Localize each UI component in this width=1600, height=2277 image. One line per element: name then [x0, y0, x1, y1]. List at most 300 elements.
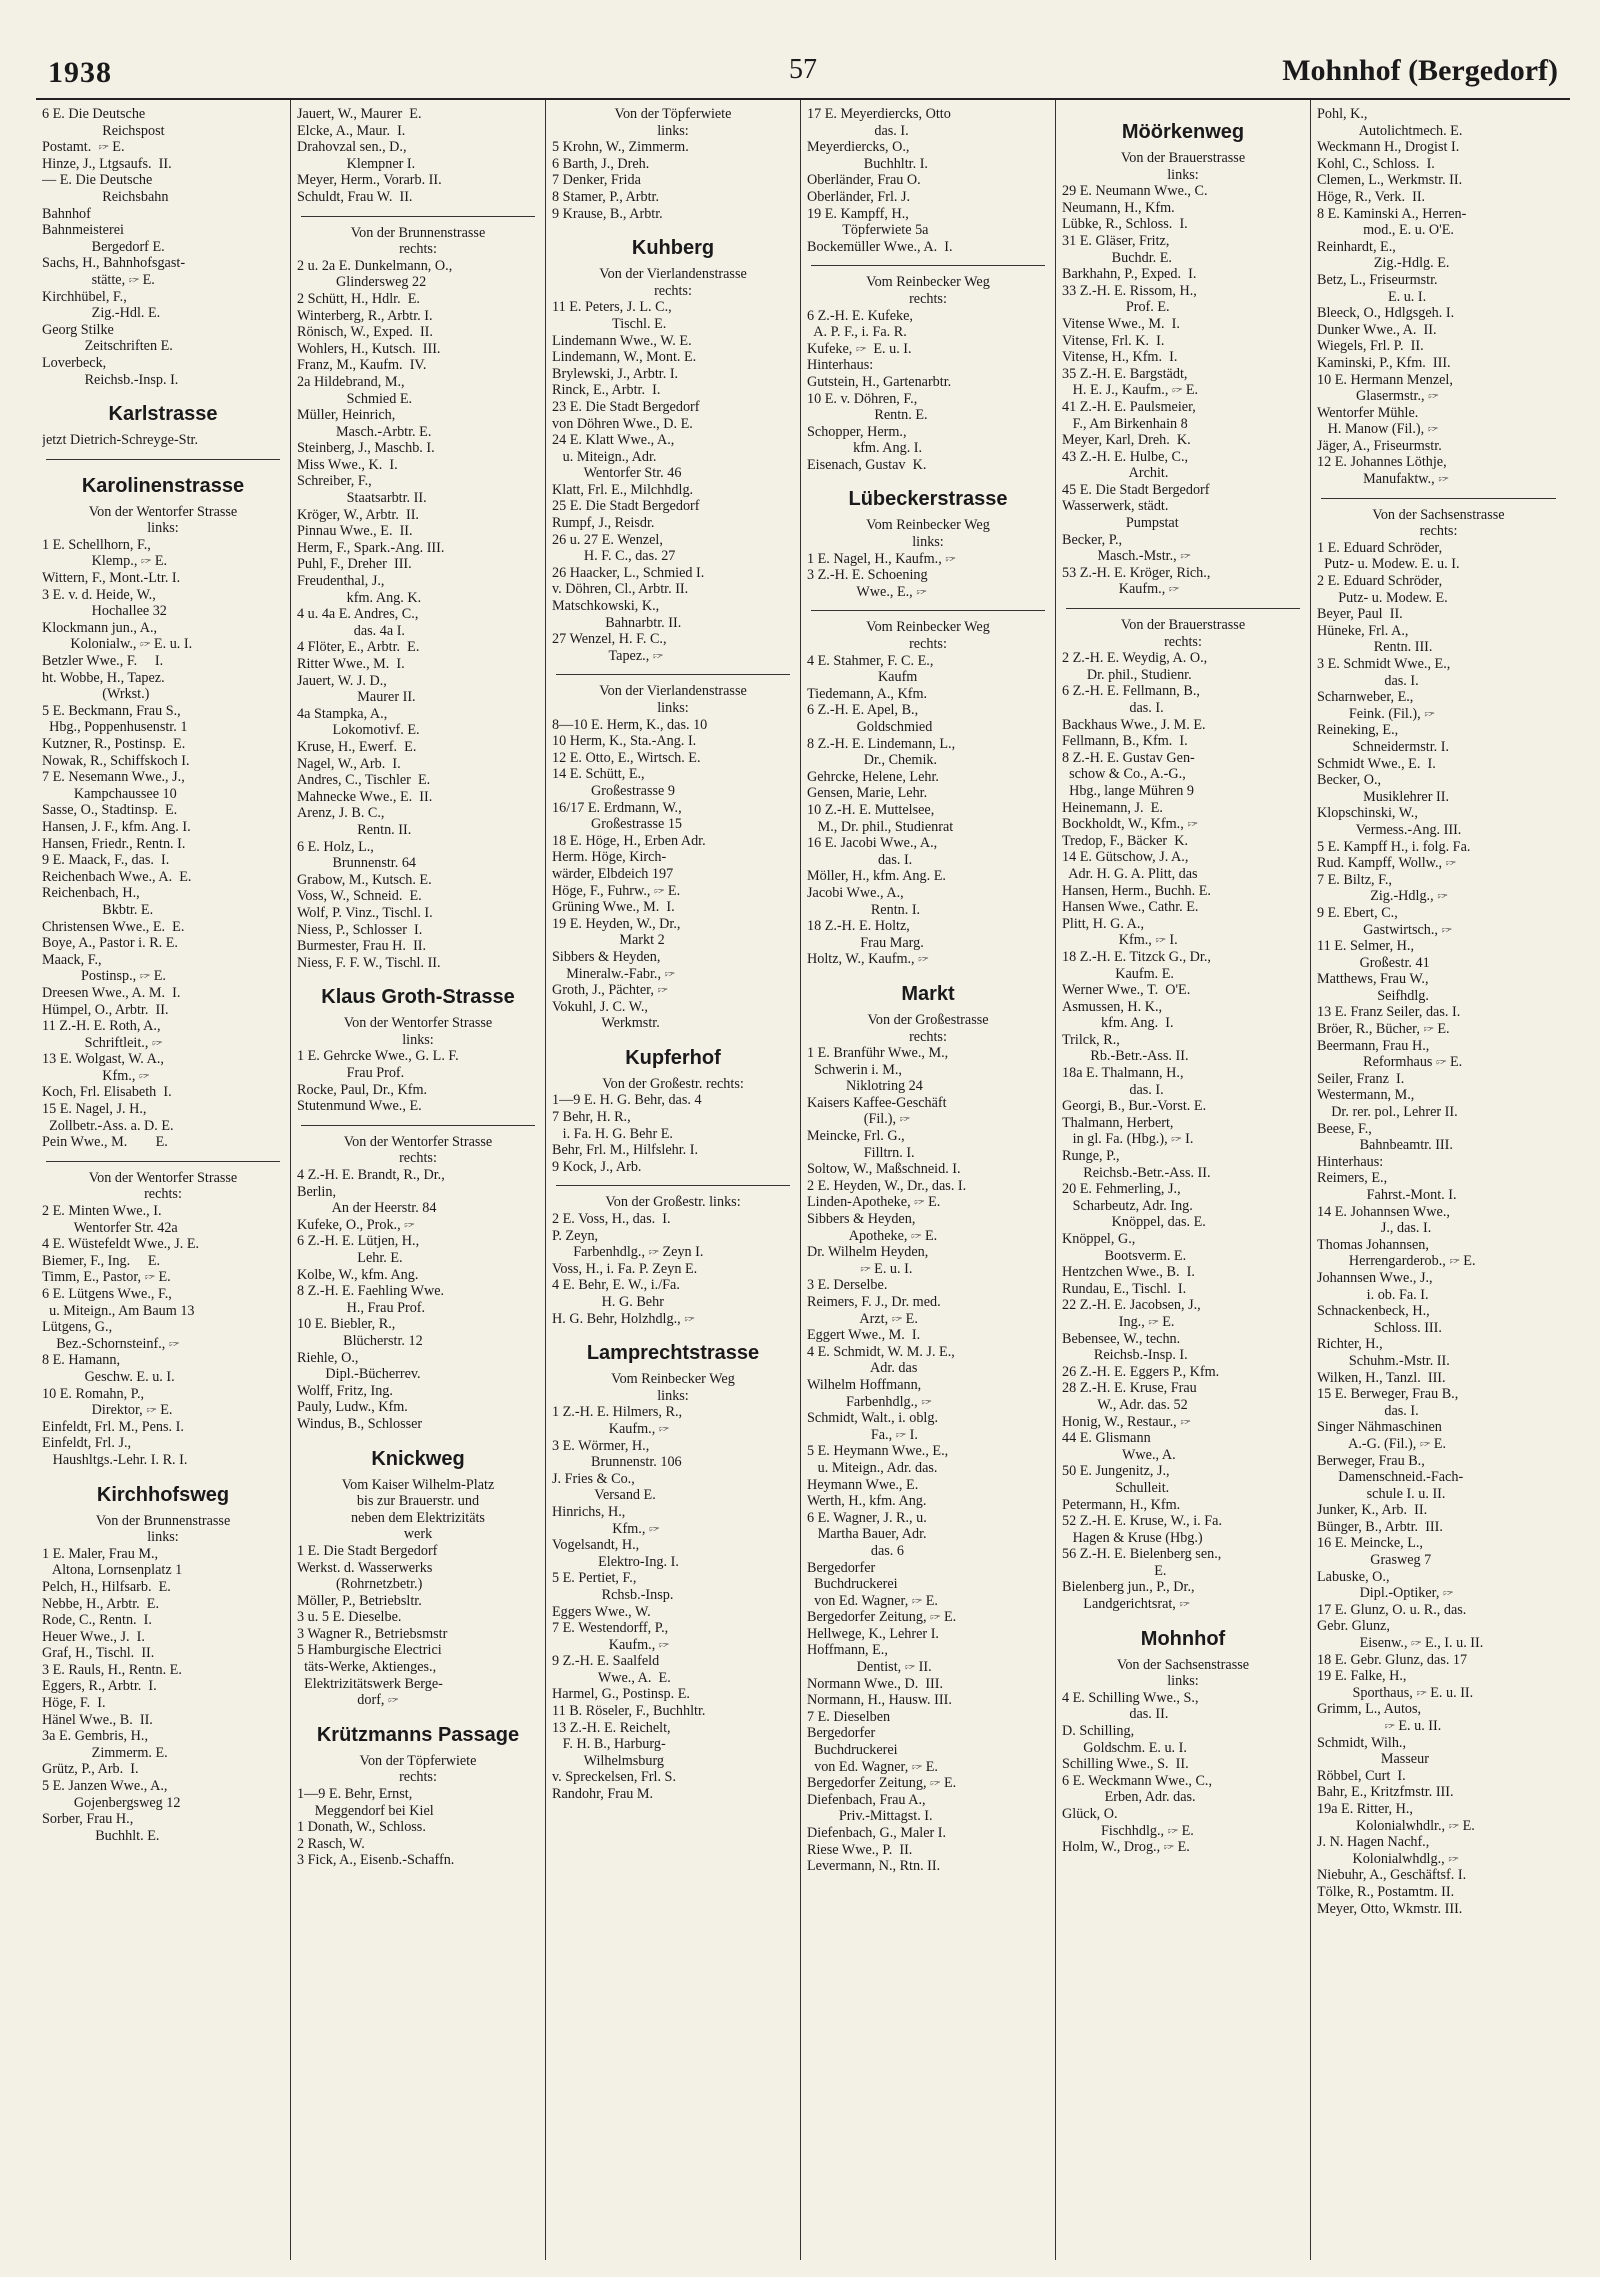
- entry-line: Adr. das: [807, 1360, 918, 1377]
- entry-line: Meyer, Herm., Vorarb. II.: [297, 172, 442, 189]
- entry-line: Richter, H.,: [1317, 1336, 1383, 1353]
- entry-line: Niess, F. F. W., Tischl. II.: [297, 954, 441, 971]
- section-divider: [556, 1185, 790, 1186]
- entry-line: 11 E. Peters, J. L. C.,: [552, 299, 672, 316]
- entry-line: Bröer, R., Bücher, 🖙 E.: [1317, 1021, 1450, 1038]
- entry-line: Schreiber, F.,: [297, 473, 372, 490]
- entry-line: Kfm., 🖙 I.: [1062, 932, 1178, 949]
- entry-line: 1 E. Gehrcke Wwe., G. L. F.: [297, 1048, 459, 1065]
- entry-line: Hbg., Poppenhusenstr. 1: [42, 719, 188, 736]
- entry-line: 10 E. v. Döhren, F.,: [807, 390, 918, 407]
- entry-line: Schwerin i. M.,: [807, 1061, 902, 1078]
- direction-note: links:: [147, 520, 179, 537]
- entry-line: Rentn. I.: [807, 901, 921, 918]
- entry-line: Buchdruckerei: [807, 1742, 898, 1759]
- entry-line: Boye, A., Pastor i. R. E.: [42, 935, 178, 952]
- entry-line: F., Am Birkenhain 8: [1062, 415, 1188, 432]
- entry-line: Pinnau Wwe., E. II.: [297, 523, 413, 540]
- entry-line: Hinrichs, H.,: [552, 1503, 626, 1520]
- entry-line: D. Schilling,: [1062, 1723, 1135, 1740]
- entry-line: kfm. Ang. K.: [297, 589, 422, 606]
- entry-line: Neumann, H., Kfm.: [1062, 199, 1175, 216]
- entry-line: Bahr, E., Kritzfmstr. III.: [1317, 1784, 1454, 1801]
- entry-line: Groth, J., Pächter, 🖙: [552, 982, 668, 999]
- entry-line: u. Miteign., Adr. das.: [807, 1459, 938, 1476]
- entry-line: Frau Prof.: [297, 1065, 405, 1082]
- entry-line: 4 E. Schmidt, W. M. J. E.,: [807, 1343, 955, 1360]
- entry-line: Kolonialwhdlg., 🖙: [1317, 1850, 1459, 1867]
- entry-line: Tiedemann, A., Kfm.: [807, 685, 928, 702]
- entry-line: Hüneke, Frl. A.,: [1317, 622, 1409, 639]
- direction-note: rechts:: [399, 241, 437, 258]
- entry-line: (Fil.), 🖙: [807, 1111, 911, 1128]
- entry-line: 5 E. Kampff H., i. folg. Fa.: [1317, 838, 1471, 855]
- entry-line: Niebuhr, A., Geschäftsf. I.: [1317, 1867, 1467, 1884]
- entry-line: 26 u. 27 E. Wenzel,: [552, 531, 663, 548]
- entry-line: A.-G. (Fil.), 🖙 E.: [1317, 1435, 1447, 1452]
- entry-line: Elektro-Ing. I.: [552, 1553, 679, 1570]
- section-divider: [301, 216, 535, 217]
- entry-line: 6 E. Lütgens Wwe., F.,: [42, 1286, 172, 1302]
- entry-line: Hänel Wwe., B. II.: [42, 1711, 153, 1728]
- entry-line: 9 E. Maack, F., das. I.: [42, 852, 170, 869]
- entry-line: 18a E. Thalmann, H.,: [1062, 1065, 1184, 1082]
- entry-line: Reinhardt, E.,: [1317, 238, 1396, 255]
- entry-line: Wilken, H., Tanzl. III.: [1317, 1369, 1446, 1386]
- entry-line: H. G. Behr: [552, 1294, 664, 1310]
- entry-line: Wilhelmsburg: [552, 1752, 665, 1769]
- entry-line: Glasermstr., 🖙: [1317, 388, 1439, 405]
- entry-line: Labuske, O.,: [1317, 1568, 1390, 1585]
- entry-line: Ing., 🖙 E.: [1062, 1313, 1175, 1330]
- street-heading: Kupferhof: [625, 1046, 721, 1069]
- entry-line: H. G. Behr, Holzhdlg., 🖙: [552, 1310, 695, 1327]
- entry-line: Klockmann jun., A.,: [42, 619, 158, 636]
- entry-line: kfm. Ang. I.: [807, 440, 923, 457]
- entry-line: Bergedorfer: [807, 1725, 876, 1742]
- entry-line: Kolonialw., 🖙 E. u. I.: [42, 636, 193, 653]
- entry-line: 11 E. Selmer, H.,: [1317, 938, 1415, 955]
- direction-note: Von der Großestr. links:: [605, 1194, 741, 1211]
- entry-line: Ritter Wwe., M. I.: [297, 656, 405, 672]
- entry-line: Vokuhl, J. C. W.,: [552, 998, 648, 1015]
- entry-line: 4 Z.-H. E. Brandt, R., Dr.,: [297, 1167, 445, 1184]
- entry-line: Matschkowski, K.,: [552, 598, 660, 615]
- entry-line: jetzt Dietrich-Schreyge-Str.: [42, 432, 199, 449]
- entry-line: Eggers, R., Arbtr. I.: [42, 1678, 157, 1695]
- entry-line: Geschw. E. u. I.: [42, 1368, 175, 1385]
- entry-line: Lokomotivf. E.: [297, 722, 420, 739]
- entry-line: Rud. Kampff, Wollw., 🖙: [1317, 855, 1457, 872]
- entry-line: 2 E. Minten Wwe., I.: [42, 1203, 162, 1220]
- entry-line: Rumpf, J., Reisdr.: [552, 515, 655, 532]
- entry-line: Zollbetr.-Ass. a. D. E.: [42, 1117, 174, 1134]
- entry-line: H., Frau Prof.: [297, 1299, 426, 1316]
- entry-line: Beermann, Frau H.,: [1317, 1037, 1430, 1054]
- entry-line: J. N. Hagen Nachf.,: [1317, 1834, 1430, 1851]
- entry-line: 19 E. Kampff, H.,: [807, 205, 909, 222]
- entry-line: Biemer, F., Ing. E.: [42, 1252, 161, 1269]
- direction-note: Von der Wentorfer Strasse: [343, 1133, 493, 1150]
- entry-line: Wentorfer Mühle.: [1317, 404, 1419, 421]
- entry-line: Damenschneid.-Fach-: [1317, 1469, 1464, 1486]
- entry-line: E.: [1062, 1562, 1167, 1579]
- entry-line: Miss Wwe., K. I.: [297, 456, 398, 473]
- entry-line: Berlin,: [297, 1183, 337, 1200]
- entry-line: Vermess.-Ang. III.: [1317, 821, 1462, 838]
- entry-line: Wwe., A. E.: [552, 1669, 671, 1686]
- entry-line: Hochallee 32: [42, 603, 167, 620]
- entry-line: Schuhm.-Mstr. II.: [1317, 1352, 1450, 1369]
- entry-line: Rode, C., Rentn. I.: [42, 1612, 152, 1629]
- entry-line: Martha Bauer, Adr.: [807, 1526, 927, 1543]
- entry-line: Meggendorf bei Kiel: [297, 1802, 434, 1819]
- entry-line: Schopper, Herm.,: [807, 423, 907, 440]
- entry-line: Altona, Lornsenplatz 1: [42, 1562, 183, 1579]
- entry-line: von Döhren Wwe., D. E.: [552, 415, 693, 432]
- entry-line: Mineralw.-Fabr., 🖙: [552, 965, 675, 982]
- entry-line: Voss, W., Schneid. E.: [297, 888, 422, 905]
- entry-line: Röbbel, Curt I.: [1317, 1767, 1406, 1784]
- entry-line: Runge, P.,: [1062, 1148, 1120, 1165]
- entry-line: Honig, W., Restaur., 🖙: [1062, 1413, 1191, 1430]
- entry-line: 18 Z.-H. E. Titzck G., Dr.,: [1062, 948, 1211, 965]
- entry-line: 5 E. Janzen Wwe., A.,: [42, 1778, 168, 1795]
- entry-line: Reimers, F. J., Dr. med.: [807, 1294, 941, 1310]
- section-divider: [556, 674, 790, 675]
- entry-line: das. I.: [1317, 672, 1419, 689]
- entry-line: Reichsb.-Betr.-Ass. II.: [1062, 1164, 1211, 1181]
- entry-line: Jauert, W., Maurer E.: [297, 106, 422, 122]
- entry-line: Hentzchen Wwe., B. I.: [1062, 1264, 1195, 1281]
- direction-note: links:: [912, 534, 944, 551]
- entry-line: Georg Stilke: [42, 321, 114, 338]
- entry-line: P. Zeyn,: [552, 1227, 599, 1244]
- direction-note: Vom Reinbecker Weg: [866, 517, 990, 534]
- entry-line: Putz- u. Modew. E. u. I.: [1317, 556, 1460, 573]
- entry-line: Eggers Wwe., W.: [552, 1603, 651, 1620]
- entry-line: Schmied E.: [297, 390, 413, 407]
- section-divider: [811, 265, 1045, 266]
- entry-line: Kfm., 🖙: [552, 1520, 660, 1537]
- entry-line: 6 Barth, J., Dreh.: [552, 155, 650, 172]
- entry-line: Pumpstat: [1062, 515, 1179, 532]
- entry-line: Heuer Wwe., J. I.: [42, 1628, 145, 1645]
- entry-line: 8 Z.-H. E. Faehling Wwe.: [297, 1283, 445, 1300]
- entry-line: Christensen Wwe., E. E.: [42, 918, 185, 935]
- entry-line: 12 E. Otto, E., Wirtsch. E.: [552, 749, 701, 766]
- entry-line: Schulleit.: [1062, 1479, 1170, 1496]
- entry-line: Heymann Wwe., E.: [807, 1476, 919, 1493]
- entry-line: Drahovzal sen., D.,: [297, 139, 407, 156]
- entry-line: Grabow, M., Kutsch. E.: [297, 871, 432, 888]
- entry-line: Bockholdt, W., Kfm., 🖙: [1062, 816, 1198, 833]
- entry-line: 26 Haacker, L., Schmied I.: [552, 564, 705, 581]
- entry-line: 11 Z.-H. E. Roth, A.,: [42, 1018, 161, 1035]
- entry-line: Lütgens, G.,: [42, 1319, 113, 1336]
- entry-line: Postamt. 🖙 E.: [42, 139, 125, 156]
- entry-line: Klemp., 🖙 E.: [42, 553, 168, 570]
- entry-line: 52 Z.-H. E. Kruse, W., i. Fa.: [1062, 1513, 1222, 1530]
- entry-line: Winterberg, R., Arbtr. I.: [297, 307, 433, 324]
- entry-line: das. II.: [1062, 1706, 1169, 1723]
- entry-line: 2 Z.-H. E. Weydig, A. O.,: [1062, 650, 1208, 667]
- entry-line: Postinsp., 🖙 E.: [42, 968, 166, 985]
- entry-line: Kaufm: [807, 669, 918, 686]
- entry-line: Bahnhof: [42, 205, 91, 222]
- entry-line: Höge, R., Verk. II.: [1317, 188, 1426, 205]
- entry-line: 4a Stampka, A.,: [297, 705, 388, 722]
- section-divider: [46, 459, 280, 460]
- entry-line: Jauert, W. J. D.,: [297, 672, 387, 689]
- entry-line: Zig.-Hdlg., 🖙: [1317, 888, 1448, 905]
- direction-note: Von der Vierlandenstrasse: [599, 683, 747, 700]
- entry-line: Steinberg, J., Maschb. I.: [297, 440, 435, 457]
- direction-note: Von der Brunnenstrasse: [350, 224, 486, 241]
- entry-line: stätte, 🖙 E.: [42, 271, 155, 288]
- entry-line: Kaisers Kaffee-Geschäft: [807, 1094, 947, 1111]
- entry-line: Dentist, 🖙 II.: [807, 1659, 932, 1676]
- entry-line: Kröger, W., Arbtr. II.: [297, 506, 419, 523]
- entry-line: 5 E. Pertiet, F.,: [552, 1570, 637, 1587]
- direction-note: Von der Wentorfer Strasse: [88, 503, 238, 520]
- entry-line: Fahrst.-Mont. I.: [1317, 1187, 1457, 1203]
- entry-line: von Ed. Wagner, 🖙 E.: [807, 1592, 938, 1609]
- direction-note: Von der Sachsenstrasse: [1372, 506, 1505, 523]
- entry-line: Farbenhdlg., 🖙: [807, 1393, 932, 1410]
- entry-line: Beyer, Paul II.: [1317, 606, 1403, 623]
- entry-line: Reineking, E.,: [1317, 722, 1399, 739]
- entry-line: 9 E. Ebert, C.,: [1317, 904, 1398, 921]
- street-heading: Lübeckerstrasse: [848, 488, 1008, 511]
- entry-line: Filltrn. I.: [807, 1144, 915, 1161]
- entry-line: Thalmann, Herbert,: [1062, 1114, 1174, 1131]
- entry-line: Brunnenstr. 64: [297, 855, 417, 872]
- entry-line: 3 E. Wörmer, H.,: [552, 1437, 650, 1454]
- entry-line: Gebr. Glunz,: [1317, 1618, 1390, 1635]
- entry-line: Hansen Wwe., Cathr. E.: [1062, 899, 1199, 916]
- direction-note: Von der Brauerstrasse: [1120, 150, 1246, 166]
- entry-line: 1 E. Schellhorn, F.,: [42, 536, 151, 553]
- entry-line: Rentn. III.: [1317, 639, 1433, 656]
- direction-note: rechts:: [909, 1028, 947, 1045]
- entry-line: schow & Co., A.-G.,: [1062, 766, 1186, 783]
- entry-line: Behr, Frl. M., Hilfslehr. I.: [552, 1142, 699, 1159]
- entry-line: Buchdruckerei: [807, 1576, 898, 1593]
- entry-line: Kolonialwhdlr., 🖙 E.: [1317, 1817, 1475, 1834]
- entry-line: 6 Z.-H. E. Kufeke,: [807, 307, 913, 324]
- direction-note: rechts:: [399, 1150, 437, 1167]
- direction-note: Vom Reinbecker Weg: [866, 619, 990, 636]
- entry-line: Putz- u. Modew. E.: [1317, 589, 1448, 606]
- entry-line: Schloss. III.: [1317, 1319, 1442, 1336]
- entry-line: ht. Wobbe, H., Tapez.: [42, 669, 165, 686]
- entry-line: Singer Nähmaschinen: [1317, 1419, 1442, 1436]
- entry-line: das. I.: [807, 122, 909, 139]
- entry-line: 8 Z.-H. E. Lindemann, L.,: [807, 735, 956, 752]
- entry-line: Direktor, 🖙 E.: [42, 1402, 173, 1419]
- entry-line: Soltow, W., Maßschneid. I.: [807, 1161, 961, 1178]
- entry-line: Bielenberg jun., P., Dr.,: [1062, 1579, 1195, 1596]
- entry-line: 13 Z.-H. E. Reichelt,: [552, 1719, 671, 1736]
- entry-line: Hbg., lange Mühren 9: [1062, 782, 1194, 799]
- entry-line: Jäger, A., Friseurmstr.: [1317, 437, 1442, 454]
- entry-line: Dipl.-Optiker, 🖙: [1317, 1585, 1454, 1602]
- entry-line: das. I.: [807, 851, 913, 868]
- entry-line: Frau Marg.: [807, 934, 924, 951]
- entry-line: Zeitschriften E.: [42, 338, 173, 355]
- direction-note: Vom Reinbecker Weg: [866, 274, 990, 291]
- entry-line: Goldschmied: [807, 719, 933, 735]
- entry-line: Vogelsandt, H.,: [552, 1537, 640, 1554]
- entry-line: Holm, W., Drog., 🖙 E.: [1062, 1839, 1190, 1856]
- direction-note: werk: [403, 1526, 433, 1543]
- entry-line: 9 Krause, B., Arbtr.: [552, 205, 663, 222]
- direction-note: links:: [147, 1529, 179, 1546]
- entry-line: 9 Kock, J., Arb.: [552, 1158, 642, 1175]
- entry-line: 10 Z.-H. E. Muttelsee,: [807, 801, 935, 818]
- entry-line: Grüning Wwe., M. I.: [552, 899, 675, 916]
- entry-line: Bootsverm. E.: [1062, 1247, 1187, 1264]
- entry-line: Reimers, E.,: [1317, 1170, 1388, 1187]
- section-divider: [1066, 608, 1300, 609]
- entry-line: Feink. (Fil.), 🖙: [1317, 705, 1435, 722]
- entry-line: Tapez., 🖙: [552, 647, 664, 664]
- entry-line: Bahnarbtr. II.: [552, 614, 682, 631]
- entry-line: 22 Z.-H. E. Jacobsen, J.,: [1062, 1297, 1201, 1314]
- entry-line: Kufeke, O., Prok., 🖙: [297, 1216, 415, 1233]
- entry-line: Puhl, F., Dreher III.: [297, 556, 412, 573]
- entry-line: Trilck, R.,: [1062, 1031, 1120, 1048]
- entry-line: Kohl, C., Schloss. I.: [1317, 155, 1435, 172]
- entry-line: 1 E. Nagel, H., Kaufm., 🖙: [807, 550, 956, 567]
- entry-line: Sibbers & Heyden,: [807, 1211, 916, 1228]
- entry-line: Oberländer, Frl. J.: [807, 188, 911, 205]
- entry-line: 10 E. Biebler, R.,: [297, 1316, 396, 1333]
- entry-line: Bergedorfer: [807, 1559, 876, 1576]
- entry-line: 7 E. Dieselben: [807, 1708, 891, 1725]
- direction-note: Von der Töpferwiete: [359, 1752, 477, 1769]
- entry-line: Schnackenbeck, H.,: [1317, 1303, 1430, 1320]
- entry-line: 31 E. Gläser, Fritz,: [1062, 232, 1170, 249]
- entry-line: Kaufm. E.: [1062, 965, 1174, 982]
- entry-line: Archit.: [1062, 465, 1169, 482]
- street-heading: Kirchhofsweg: [96, 1483, 230, 1506]
- entry-line: Asmussen, H. K.,: [1062, 998, 1163, 1015]
- street-heading: Markt: [901, 982, 955, 1005]
- entry-line: 1—9 E. Behr, Ernst,: [297, 1786, 413, 1803]
- entry-line: Staatsarbtr. II.: [297, 490, 427, 507]
- entry-line: Junker, K., Arb. II.: [1317, 1502, 1428, 1519]
- entry-line: Riehle, O.,: [297, 1349, 359, 1366]
- entry-line: 43 Z.-H. E. Hulbe, C.,: [1062, 448, 1189, 465]
- entry-line: 3 Fick, A., Eisenb.-Schaffn.: [297, 1852, 455, 1869]
- entry-line: u. Miteign., Adr.: [552, 448, 657, 465]
- entry-line: dorf, 🖙: [297, 1692, 399, 1709]
- entry-line: Kirchhübel, F.,: [42, 288, 127, 305]
- entry-line: 23 E. Die Stadt Bergedorf: [552, 398, 700, 415]
- entry-line: Wolff, Fritz, Ing.: [297, 1382, 393, 1399]
- entry-line: Großestrasse 15: [552, 816, 683, 833]
- entry-line: 3 E. Rauls, H., Rentn. E.: [42, 1661, 182, 1678]
- entry-line: das. 4a I.: [297, 622, 405, 639]
- entry-line: 4 E. Stahmer, F. C. E.,: [807, 652, 934, 669]
- direction-note: rechts:: [654, 282, 692, 299]
- entry-line: H. F. C., das. 27: [552, 548, 676, 565]
- entry-line: Adr. H. G. A. Plitt, das: [1062, 865, 1198, 882]
- entry-line: Dr. rer. pol., Lehrer II.: [1317, 1104, 1458, 1121]
- entry-line: Bleeck, O., Hdlgsgeh. I.: [1317, 305, 1455, 322]
- columns: [36, 100, 1570, 2260]
- entry-line: Plitt, H. G. A.,: [1062, 915, 1144, 932]
- entry-line: Fischhdlg., 🖙 E.: [1062, 1822, 1194, 1839]
- entry-line: Schmidt, Walt., i. oblg.: [807, 1410, 939, 1427]
- direction-note: links:: [657, 1387, 689, 1404]
- entry-line: wärder, Elbdeich 197: [552, 865, 674, 882]
- direction-note: Von der Brunnenstrasse: [95, 1512, 231, 1529]
- entry-line: Dr. Wilhelm Heyden,: [807, 1244, 929, 1261]
- entry-line: 56 Z.-H. E. Bielenberg sen.,: [1062, 1546, 1222, 1563]
- entry-line: 50 E. Jungenitz, J.,: [1062, 1463, 1170, 1480]
- entry-line: Apotheke, 🖙 E.: [807, 1227, 938, 1244]
- entry-line: 12 E. Johannes Löthje,: [1317, 454, 1447, 471]
- entry-line: 11 B. Röseler, F., Buchhltr.: [552, 1703, 706, 1720]
- entry-line: u. Miteign., Am Baum 13: [42, 1302, 195, 1319]
- entry-line: Wwe., E., 🖙: [807, 583, 927, 600]
- entry-line: Randohr, Frau M.: [552, 1786, 654, 1803]
- direction-note: Von der Großestrasse: [867, 1011, 989, 1028]
- entry-line: 4 u. 4a E. Andres, C.,: [297, 606, 419, 623]
- entry-line: Niklotring 24: [807, 1078, 923, 1095]
- entry-line: 6 E. Holz, L.,: [297, 838, 374, 855]
- entry-line: Arzt, 🖙 E.: [807, 1310, 918, 1327]
- entry-line: Bergedorf E.: [42, 238, 165, 255]
- entry-line: 33 Z.-H. E. Rissom, H.,: [1062, 282, 1197, 299]
- entry-line: Möller, H., kfm. Ang. E.: [807, 868, 946, 885]
- entry-line: Wentorfer Str. 46: [552, 465, 682, 482]
- entry-line: i. Fa. H. G. Behr E.: [552, 1125, 673, 1142]
- entry-line: Manufaktw., 🖙: [1317, 471, 1449, 488]
- entry-line: Vitense Wwe., M. I.: [1062, 315, 1180, 332]
- entry-line: J., das. I.: [1317, 1220, 1432, 1237]
- entry-line: 53 Z.-H. E. Kröger, Rich.,: [1062, 564, 1211, 581]
- entry-line: Dr. phil., Studienr.: [1062, 666, 1192, 683]
- entry-line: 8 Stamer, P., Arbtr.: [552, 188, 660, 205]
- entry-line: Johannsen Wwe., J.,: [1317, 1269, 1433, 1286]
- column-5: [1056, 100, 1311, 2260]
- entry-line: Hinterhaus:: [1317, 1153, 1384, 1170]
- street-heading: Möörkenweg: [1121, 121, 1245, 143]
- entry-line: 44 E. Glismann: [1062, 1430, 1151, 1447]
- entry-line: Autolichtmech. E.: [1317, 122, 1463, 139]
- entry-line: 6 E. Die Deutsche: [42, 106, 146, 122]
- direction-note: links:: [1167, 1673, 1199, 1690]
- entry-line: 2a Hildebrand, M.,: [297, 373, 405, 390]
- entry-line: Dipl.-Bücherrev.: [297, 1366, 421, 1383]
- entry-line: Harmel, G., Postinsp. E.: [552, 1686, 690, 1703]
- entry-line: Lindemann, W., Mont. E.: [552, 349, 697, 366]
- entry-line: 6 E. Weckmann Wwe., C.,: [1062, 1772, 1213, 1789]
- direction-note: rechts:: [1419, 523, 1458, 540]
- entry-line: Lindemann Wwe., W. E.: [552, 332, 692, 349]
- entry-line: Matthews, Frau W.,: [1317, 971, 1429, 988]
- entry-line: Schmidt Wwe., E. I.: [1317, 755, 1436, 772]
- entry-line: Wwe., A.: [1062, 1446, 1176, 1463]
- entry-line: Timm, E., Pastor, 🖙 E.: [42, 1269, 171, 1286]
- entry-line: Reichspost: [42, 122, 165, 139]
- entry-line: Schriftleit., 🖙: [42, 1034, 163, 1051]
- entry-line: Großestr. 41: [1317, 954, 1430, 971]
